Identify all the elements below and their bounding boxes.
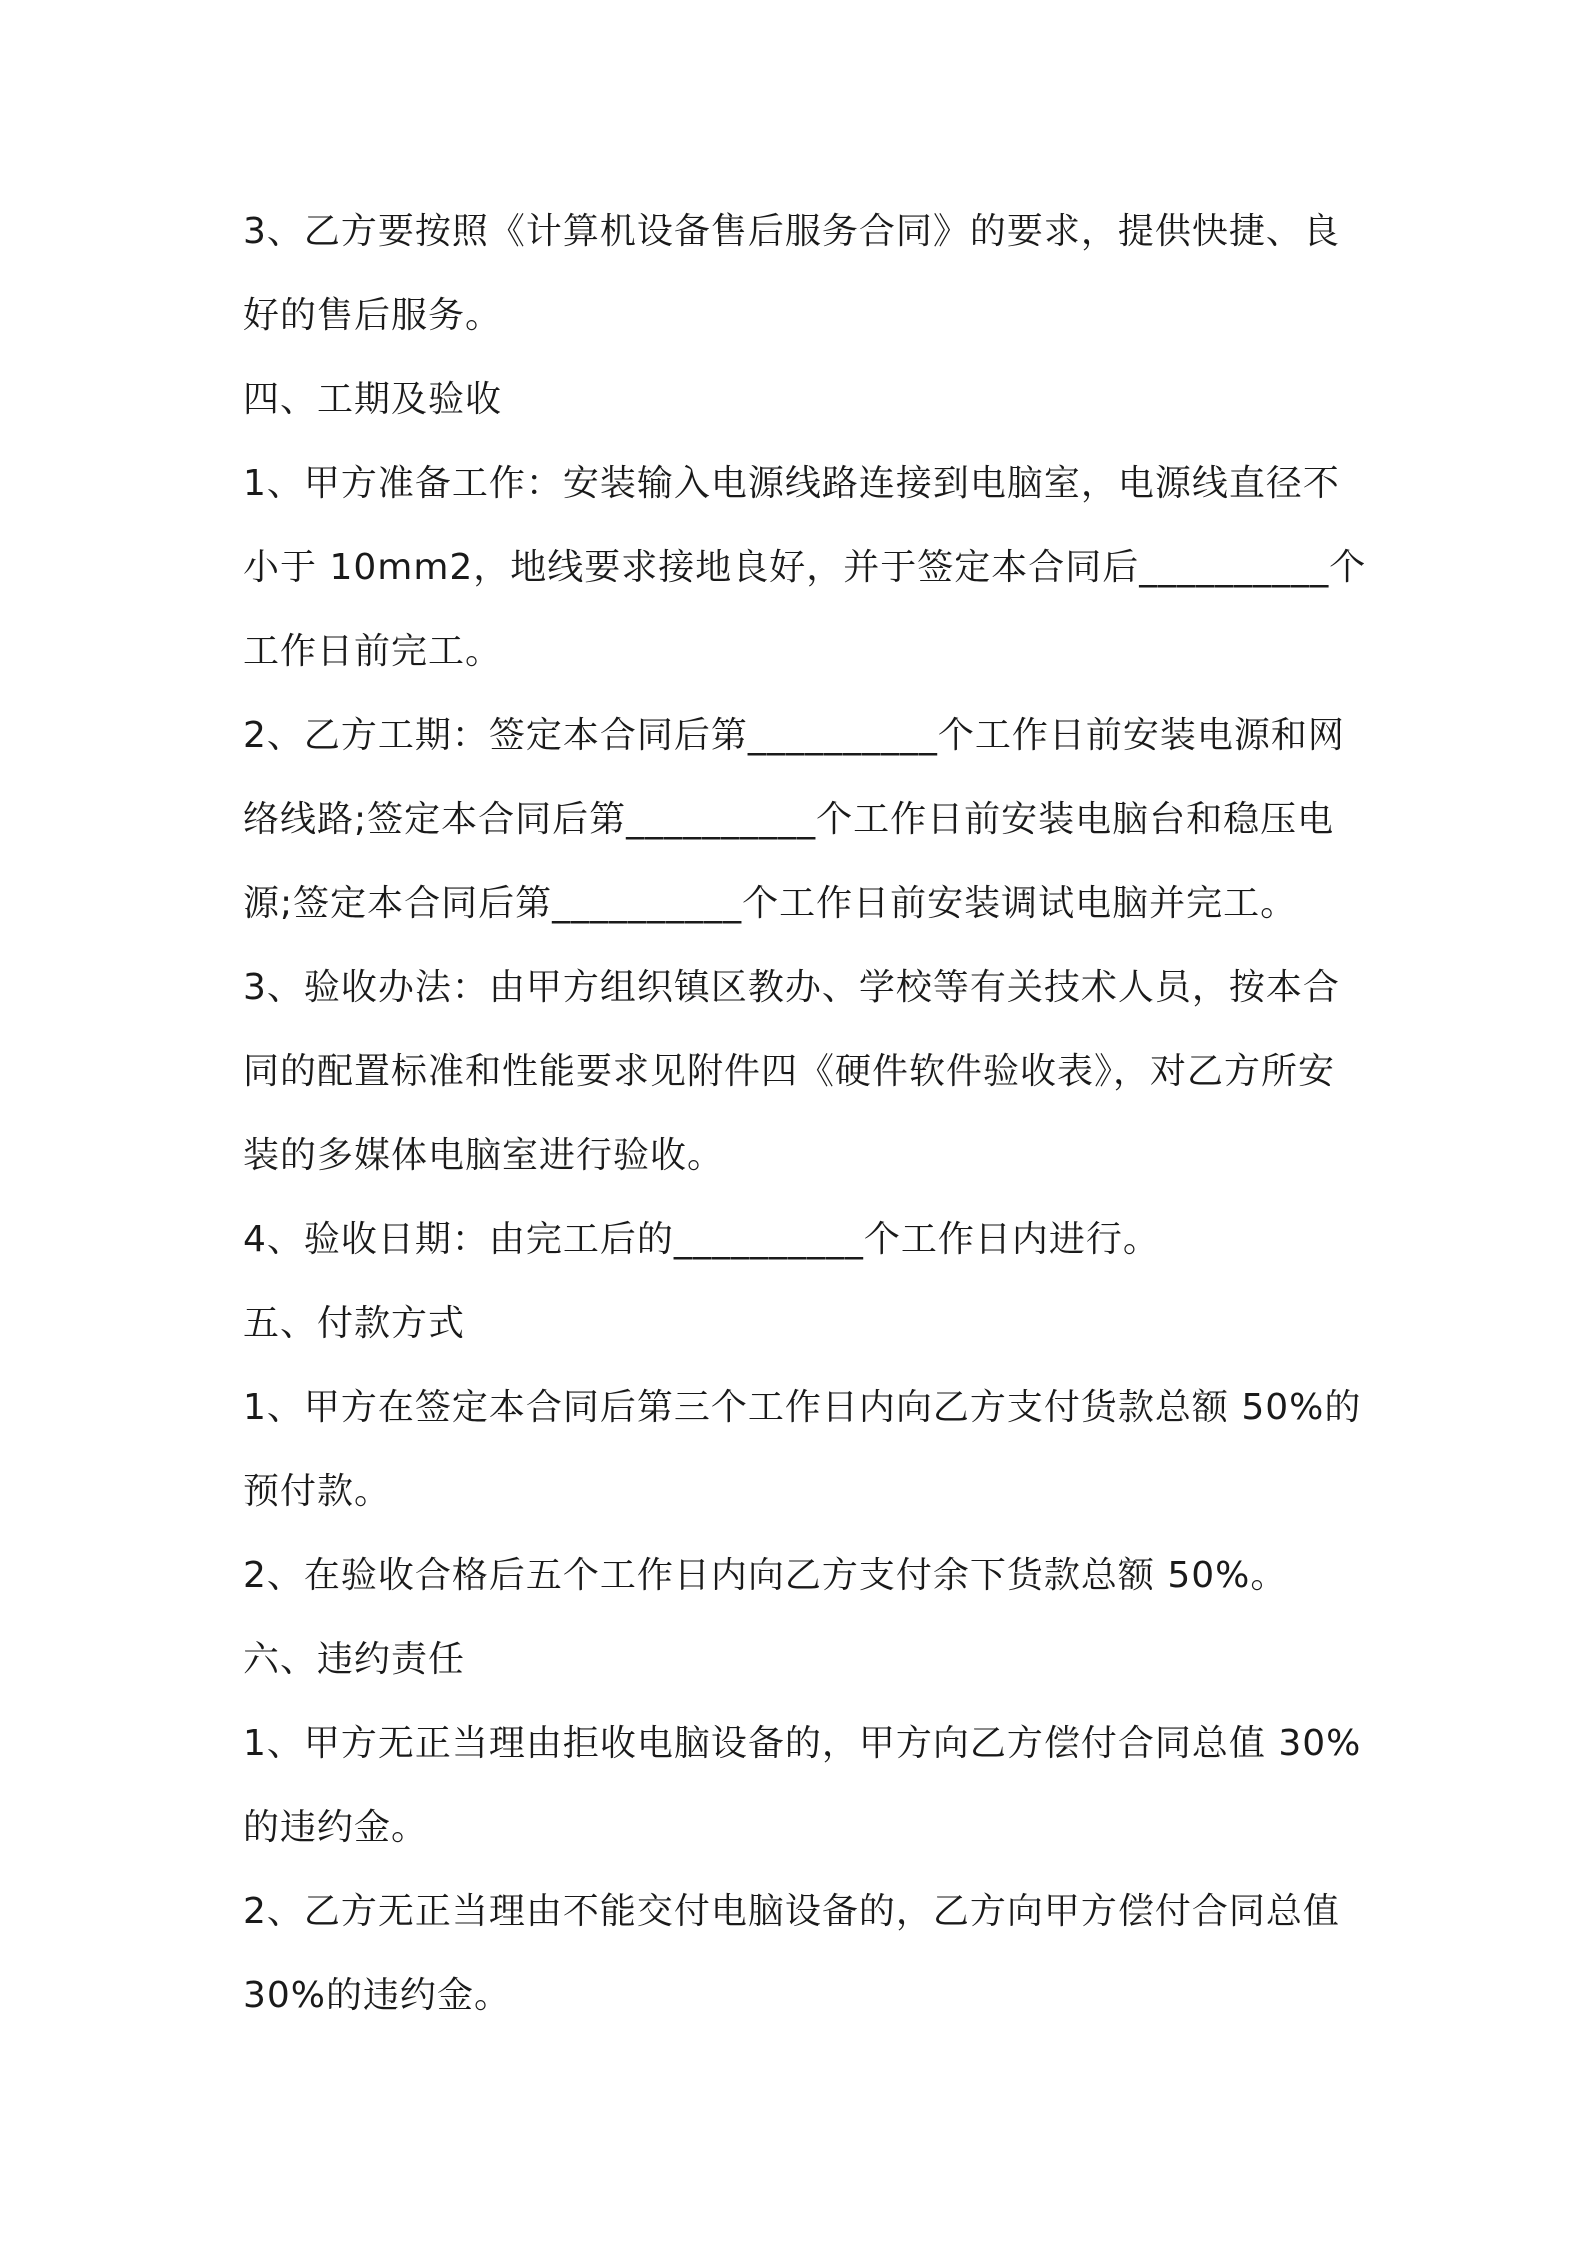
text-line: 同的配置标准和性能要求见附件四《硬件软件验收表》，对乙方所安 [243, 1051, 1336, 1092]
text-line: 装的多媒体电脑室进行验收。 [243, 1135, 725, 1176]
text-line: 3、乙方要按照《计算机设备售后服务合同》的要求，提供快捷、良 [243, 211, 1340, 252]
text-line: 4、验收日期：由完工后的__________个工作日内进行。 [243, 1219, 1160, 1260]
text-line: 源;签定本合同后第__________个工作日前安装调试电脑并完工。 [243, 883, 1298, 924]
text-line: 1、甲方准备工作：安装输入电源线路连接到电脑室，电源线直径不 [243, 463, 1340, 504]
text-line: 工作日前完工。 [243, 631, 503, 672]
text-line: 30%的违约金。 [243, 1975, 512, 2016]
text-line: 2、在验收合格后五个工作日内向乙方支付余下货款总额 50%。 [243, 1555, 1288, 1596]
text-line: 好的售后服务。 [243, 295, 503, 336]
text-line: 络线路;签定本合同后第__________个工作日前安装电脑台和稳压电 [243, 799, 1335, 840]
text-line: 2、乙方无正当理由不能交付电脑设备的，乙方向甲方偿付合同总值 [243, 1891, 1340, 1932]
text-line: 1、甲方无正当理由拒收电脑设备的，甲方向乙方偿付合同总值 30% [243, 1723, 1362, 1764]
section-heading: 五、付款方式 [243, 1303, 466, 1344]
text-line: 的违约金。 [243, 1807, 429, 1848]
document-body [243, 190, 1367, 2038]
section-heading: 四、工期及验收 [243, 379, 503, 420]
text-line: 1、甲方在签定本合同后第三个工作日内向乙方支付货款总额 50%的 [243, 1387, 1362, 1428]
text-line: 2、乙方工期：签定本合同后第__________个工作日前安装电源和网 [243, 715, 1345, 756]
section-heading: 六、违约责任 [243, 1639, 466, 1680]
text-line: 3、验收办法：由甲方组织镇区教办、学校等有关技术人员，按本合 [243, 967, 1340, 1008]
text-line: 预付款。 [243, 1471, 392, 1512]
text-line: 小于 10mm2，地线要求接地良好，并于签定本合同后__________个 [243, 547, 1367, 588]
